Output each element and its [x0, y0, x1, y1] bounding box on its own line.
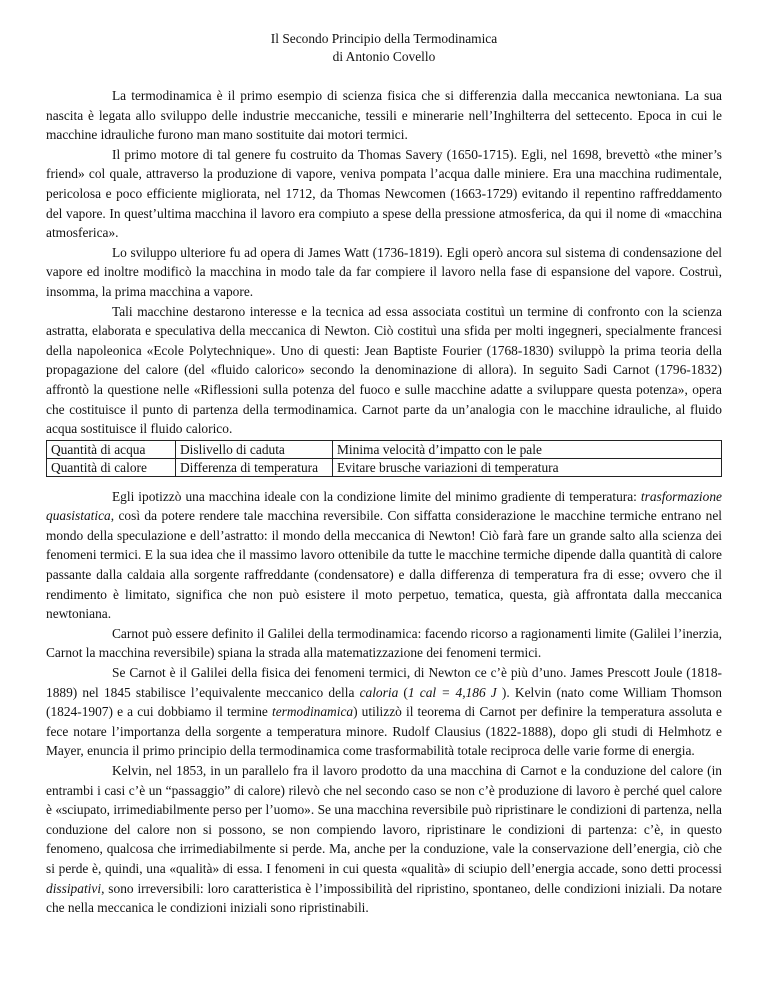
italic-term: trasformazione quasistatica [46, 488, 722, 524]
paragraph-8 [46, 761, 722, 918]
document-header [46, 30, 722, 66]
table-cell: Dislivello di caduta [176, 440, 333, 458]
italic-term: termodinamica [272, 704, 354, 720]
document-title: Il Secondo Principio della Termodinamica [270, 31, 498, 46]
paragraph-3: Lo sviluppo ulteriore fu ad opera di James Watt (1736-1819). Egli operò ancora sul sistema di condensazione del vapore ed inoltre modificò la macchina in modo tale da far compiere il lavoro nella fase di espansione del vapore. Costruì, insomma, la prima macchina a vapore. [46, 244, 722, 299]
text-run: , sono irreversibili: loro caratteristica è l’impossibilità del ripristino, spontaneo, delle condizioni iniziali. Da notare che nella meccanica le condizioni iniziali sono ripristinabili. [46, 880, 722, 916]
table-cell: Minima velocità d’impatto con le pale [333, 440, 722, 458]
document-author: di Antonio Covello [332, 49, 436, 64]
table-row [47, 458, 722, 476]
document-page [46, 30, 722, 918]
text-run: , così da potere rendere tale macchina reversibile. Con siffatta considerazione le macchine termiche entrano nel mondo della speculazione e dell’astratto: il mondo della meccanica di Newton! Ciò farà fare un grande salto alla scienza dei fenomeni termici. E la sua idea che il massimo lavoro ottenibile da tutte le macchine termiche dipende dalla quantità di calore passante dalla caldaia alla sorgente raffreddante (condensatore) e dalla differenza di temperatura fra di esse; ovvero che il rendimento è limitato, significa che non può esistere il moto perpetuo, tematica, questa, già affrontata dalla meccanica newtoniana. [46, 508, 722, 622]
table-cell: Differenza di temperatura [176, 458, 333, 476]
paragraph-1: La termodinamica è il primo esempio di scienza fisica che si differenzia dalla meccanica newtoniana. La sua nascita è legata allo sviluppo delle industrie meccaniche, tessili e minerarie nell’Inghilterra del settecento. Epoca in cui le macchine idrauliche furono man mano sostituite dai motori termici. [46, 88, 722, 143]
italic-term: dissipativi [46, 880, 102, 896]
text-run: Se Carnot è il Galilei della fisica dei fenomeni termici, di Newton ce c’è più d’uno. James Prescott Joule (1818-1889) nel 1845 stabilisce l’equivalente meccanico della [46, 665, 722, 700]
text-run: ) utilizzò il teorema di Carnot per definire la temperatura assoluta e fece notare l’importanza della sorgente a temperatura minore. Rudolf Clausius (1822-1888), dopo gli studi di Helmhotz e Mayer, enuncia il primo principio della termodinamica come trasformabilità totale reciproca delle varie forme di energia. [46, 704, 723, 759]
text-run: ( [398, 684, 408, 700]
paragraph-4: Tali macchine destarono interesse e la tecnica ad essa associata costituì un termine di confronto con la scienza astratta, elaborata e speculativa della meccanica di Newton. Ciò costituì una sfida per molti ingegneri, specialmente francesi della napoleonica «Ecole Polytechnique». Uno di questi: Jean Baptiste Fourier (1768-1830) sviluppò la prima teoria della propagazione del calore (del «fluido calorico» secondo la denominazione di allora). In seguito Sadi Carnot (1796-1832) affrontò la questione nelle «Riflessioni sulla potenza del fuoco e sulle macchine adatte a sviluppare questa potenza», opera che costituisce il punto di partenza della termodinamica. Carnot parte da un’analogia con le macchine idrauliche, al fluido acqua sostituisce il fluido calorico. [46, 303, 722, 437]
text-run: ). Kelvin (nato come William Thomson (1824-1907) e a cui dobbiamo il termine [46, 684, 723, 720]
paragraph-5 [46, 487, 722, 624]
table-cell: Evitare brusche variazioni di temperatura [333, 458, 722, 476]
analogy-table [46, 440, 722, 477]
text-run: Egli ipotizzò una macchina ideale con la condizione limite del minimo gradiente di temperatura: [112, 488, 641, 504]
table-row [47, 440, 722, 458]
table-cell: Quantità di calore [47, 458, 176, 476]
paragraph-6: Carnot può essere definito il Galilei della termodinamica: facendo ricorso a ragionamenti limite (Galilei l’inerzia, Carnot la macchina reversibile) spiana la strada alla matematizzazione dei fenomeni termici. [46, 625, 722, 661]
text-run: Kelvin, nel 1853, in un parallelo fra il lavoro prodotto da una macchina di Carnot e la conduzione del calore (in entrambi i casi c’è un “passaggio” di calore) rilevò che nel secondo caso se non c’è produzione di lavoro è perché quel calore è «sciupato, irrimediabilmente perso per l’uomo». Se una macchina reversibile può ripristinare le condizioni di partenza, nella conduzione del calore non si possono, se non compiendo lavoro, ripristinare le condizioni di partenza: c’è, in questo fenomeno, qualcosa che irrimediabilmente si perde. Ma, anche per la conduzione, vale la conservazione dell’energia, ciò che si perde è, quindi, una «qualità» di essa. I fenomeni in cui questa «qualità» di sciupio dell’energia accade, sono detti processi [46, 763, 722, 876]
paragraph-2: Il primo motore di tal genere fu costruito da Thomas Savery (1650-1715). Egli, nel 1698, brevettò «the miner’s friend» col quale, attraverso la produzione di vapore, veniva pompata l’acqua dalle miniere. Era una macchina rudimentale, pericolosa e poco efficiente migliorata, nel 1712, da Thomas Newcomen (1663-1729) evitando il repentino raffreddamento del vapore. In quest’ultima macchina il lavoro era compiuto a spese della pressione atmosferica, da qui il nome di «macchina atmosferica». [46, 146, 722, 241]
italic-formula: 1 cal = 4,186 J [407, 684, 497, 700]
italic-term: caloria [359, 684, 399, 700]
paragraph-7 [46, 663, 722, 761]
table-cell: Quantità di acqua [47, 440, 176, 458]
